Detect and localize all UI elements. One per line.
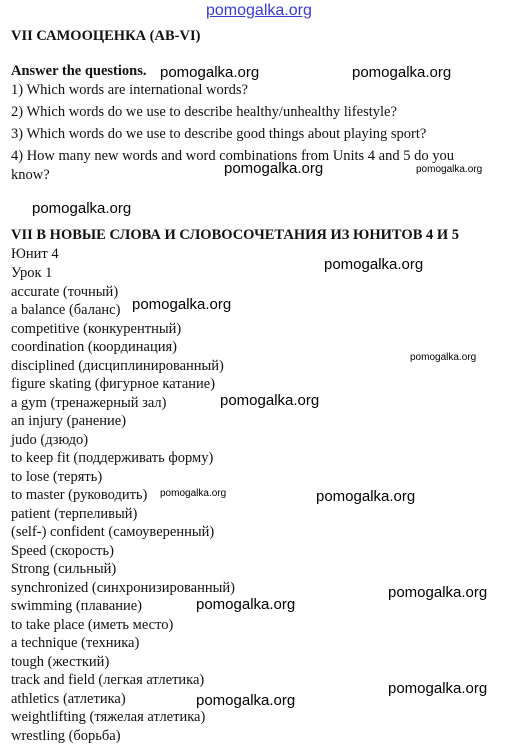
watermark: pomogalka.org	[388, 680, 488, 697]
vocab-item: swimming (плавание)	[11, 598, 142, 614]
question-item: 1) Which words are international words?	[11, 82, 248, 98]
vocab-item: competitive (конкурентный)	[11, 321, 182, 337]
watermark: pomogalka.org	[316, 488, 416, 505]
watermark: pomogalka.org	[416, 164, 483, 175]
vocab-item: an injury (ранение)	[11, 413, 127, 429]
vocab-item: athletics (атлетика)	[11, 691, 126, 707]
vocab-item: a gym (тренажерный зал)	[11, 395, 167, 411]
vocab-item: synchronized (синхронизированный)	[11, 580, 235, 596]
unit-label: Юнит 4	[11, 246, 59, 262]
watermark: pomogalka.org	[160, 64, 260, 81]
watermark: pomogalka.org	[224, 160, 324, 177]
vocab-item: coordination (координация)	[11, 339, 177, 355]
question-item: 2) Which words do we use to describe healthy/unhealthy lifestyle?	[11, 104, 397, 120]
vocab-item: accurate (точный)	[11, 284, 119, 300]
watermark: pomogalka.org	[352, 64, 452, 81]
vocab-item: judo (дзюдо)	[11, 432, 89, 448]
watermark: pomogalka.org	[196, 596, 296, 613]
section-heading-new-words: VII В НОВЫЕ СЛОВА И СЛОВОСОЧЕТАНИЯ ИЗ ЮНИТОВ 4 И 5	[11, 227, 460, 243]
question-item: 4) How many new words and word combinations from Units 4 and 5 do you	[11, 148, 454, 164]
section-heading-self-assessment: VII САМООЦЕНКА (AB-VI)	[11, 28, 201, 44]
vocab-item: to keep fit (поддерживать форму)	[11, 450, 214, 466]
vocab-item: Speed (скорость)	[11, 543, 114, 559]
vocab-item: Strong (сильный)	[11, 561, 117, 577]
vocab-item: figure skating (фигурное катание)	[11, 376, 216, 392]
question-item: 3) Which words do we use to describe good things about playing sport?	[11, 126, 427, 142]
watermark-top[interactable]: pomogalka.org	[206, 2, 312, 19]
vocab-item: to lose (терять)	[11, 469, 103, 485]
watermark: pomogalka.org	[196, 692, 296, 709]
vocab-item: wrestling (борьба)	[11, 728, 121, 744]
vocab-item: a balance (баланс)	[11, 302, 121, 318]
vocab-item: (self-) confident (самоуверенный)	[11, 524, 215, 540]
watermark: pomogalka.org	[220, 392, 320, 409]
vocab-item: to take place (иметь место)	[11, 617, 174, 633]
vocab-item: weightlifting (тяжелая атлетика)	[11, 709, 206, 725]
vocab-item: a technique (техника)	[11, 635, 140, 651]
vocab-item: to master (руководить)	[11, 487, 148, 503]
watermark: pomogalka.org	[388, 584, 488, 601]
vocab-item: disciplined (дисциплинированный)	[11, 358, 224, 374]
question-item: know?	[11, 167, 50, 183]
watermark: pomogalka.org	[410, 352, 477, 363]
questions-prompt: Answer the questions.	[11, 63, 147, 79]
lesson-label: Урок 1	[11, 265, 53, 281]
watermark: pomogalka.org	[160, 488, 227, 499]
vocab-item: track and field (легкая атлетика)	[11, 672, 205, 688]
watermark: pomogalka.org	[32, 200, 132, 217]
vocab-item: patient (терпеливый)	[11, 506, 138, 522]
watermark: pomogalka.org	[132, 296, 232, 313]
watermark: pomogalka.org	[324, 256, 424, 273]
vocab-item: tough (жесткий)	[11, 654, 110, 670]
